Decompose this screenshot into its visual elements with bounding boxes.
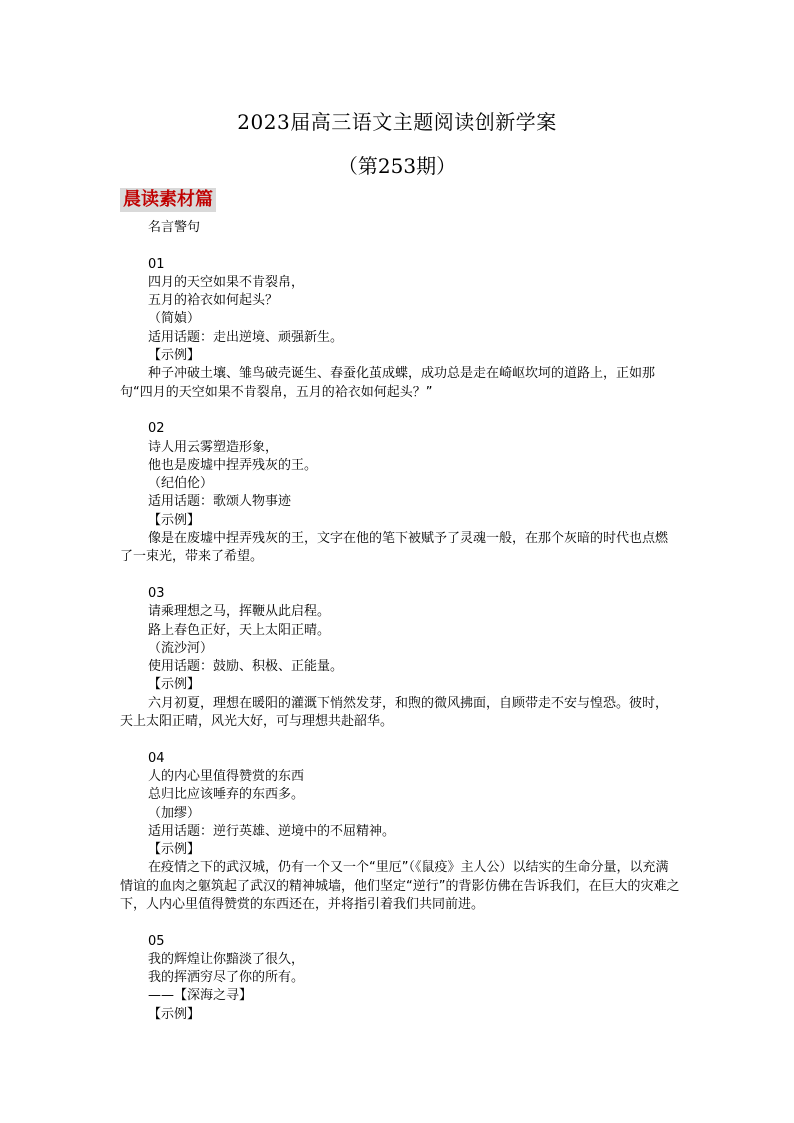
quote-author: （流沙河） (148, 640, 214, 656)
example-text: 在疫情之下的武汉城，仍有一个又一个“里厄”（《鼠疫》主人公）以结实的生命分量，以充满情谊的血肉之躯筑起了武汉的精神城墙，他们坚定“逆行”的背影仿佛在告诉我们，在巨大的灾难之下，人内心里值得赞赏的东西还在，并将指引着我们共同前进。 (120, 860, 680, 912)
quote-line: 诗人用云雾塑造形象， (148, 439, 279, 455)
subsection-heading: 名言警句 (148, 220, 201, 235)
entry-number: 05 (148, 933, 165, 949)
document-title: 2023届高三语文主题阅读创新学案 (237, 110, 557, 134)
quote-entry (120, 420, 680, 566)
quote-entry (120, 933, 680, 1024)
quote-line: 我的挥洒穷尽了你的所有。 (148, 970, 305, 986)
quote-author: （加缪） (148, 805, 201, 821)
quote-author: ——【深海之寻】 (148, 988, 253, 1004)
entry-number: 04 (148, 750, 165, 766)
example-text: 种子冲破土壤、雏鸟破壳诞生、春蚕化茧成蝶，成功总是走在崎岖坎坷的道路上，正如那句“四月的天空如果不肯裂帛，五月的袷衣如何起头？” (120, 366, 656, 400)
quote-line: 人的内心里值得赞赏的东西 (148, 768, 305, 784)
quote-author: （简媜） (148, 311, 201, 327)
entry-number: 01 (148, 256, 165, 272)
quote-line: 他也是废墟中捏弄残灰的王。 (148, 457, 318, 473)
document-body (120, 219, 680, 1024)
quote-entry (120, 750, 680, 915)
example-label: 【示例】 (148, 512, 201, 528)
issue-number: （第253期） (337, 154, 457, 178)
entry-number: 02 (148, 421, 165, 437)
quote-line: 请乘理想之马，挥鞭从此启程。 (148, 604, 331, 620)
quote-line: 总归比应该唾弃的东西多。 (148, 787, 305, 803)
entry-number: 03 (148, 585, 165, 601)
quote-line: 四月的天空如果不肯裂帛， (148, 274, 305, 290)
quote-line: 五月的袷衣如何起头？ (148, 293, 279, 309)
example-label: 【示例】 (148, 842, 201, 858)
example-text: 六月初夏，理想在暖阳的灌溉下悄然发芽，和煦的微风拂面，自顾带走不安与惶恐。彼时，天上太阳正晴，风光大好，可与理想共赴韶华。 (120, 695, 669, 730)
quote-line: 我的辉煌让你黯淡了很久， (148, 951, 305, 967)
quote-entry (120, 256, 680, 402)
example-label: 【示例】 (148, 677, 201, 693)
example-text: 像是在废墟中捏弄残灰的王，文字在他的笔下被赋予了灵魂一般，在那个灰暗的时代也点燃了一束光，带来了希望。 (120, 531, 669, 565)
topic-line: 使用话题：鼓励、积极、正能量。 (148, 659, 344, 675)
topic-line: 适用话题：歌颂人物事迹 (148, 494, 292, 510)
quote-entry (120, 585, 680, 731)
topic-line: 适用话题：逆行英雄、逆境中的不屈精神。 (148, 823, 396, 839)
topic-line: 适用话题：走出逆境、顽强新生。 (148, 329, 344, 345)
example-label: 【示例】 (148, 1006, 201, 1022)
section-heading: 晨读素材篇 (120, 188, 216, 212)
quote-author: （纪伯伦） (148, 476, 214, 492)
example-label: 【示例】 (148, 348, 201, 364)
quote-line: 路上春色正好，天上太阳正晴。 (148, 622, 331, 638)
